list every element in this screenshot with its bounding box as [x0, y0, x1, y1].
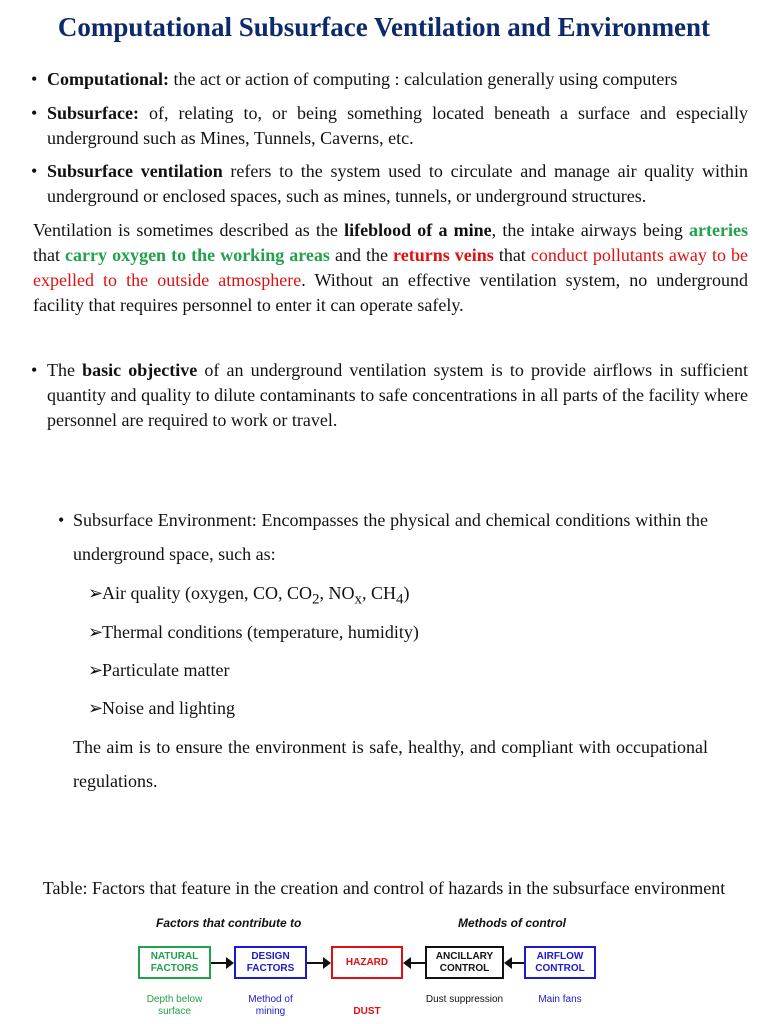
- arrow-line: [211, 962, 227, 964]
- definition-computational: [33, 67, 748, 92]
- list-item-particulate: ➢Particulate matter: [88, 660, 230, 680]
- returns-veins-highlight: returns veins: [393, 245, 494, 265]
- box-natural-factors: NATURAL FACTORS: [138, 946, 211, 979]
- arrow-line: [307, 962, 324, 964]
- bullet-icon: •: [58, 510, 65, 530]
- term: Computational:: [47, 69, 170, 89]
- bullet-icon: •: [31, 103, 38, 123]
- box-airflow-control: AIRFLOW CONTROL: [524, 946, 596, 979]
- list-item-thermal: ➢Thermal conditions (temperature, humidity): [88, 622, 419, 642]
- conduct-pollutants-highlight: conduct pollutants away to be expelled to the outside atmosphere: [33, 245, 748, 290]
- page-title: Computational Subsurface Ventilation and Environment: [57, 12, 711, 42]
- label-method-of-mining: Method of mining: [248, 994, 293, 1017]
- arrow-line: [411, 962, 425, 964]
- arteries-highlight: arteries: [689, 220, 749, 240]
- bullet-icon: •: [31, 360, 38, 380]
- box-ancillary-control: ANCILLARY CONTROL: [425, 946, 504, 979]
- box-design-factors: DESIGN FACTORS: [234, 946, 307, 979]
- arrow-left-icon: [403, 957, 411, 969]
- definition-text: refers to the system used to circulate and manage air quality within underground or enclosed spaces, such as mines, tunnels, or underground structures.: [47, 161, 748, 206]
- term: Subsurface ventilation: [47, 161, 223, 181]
- arrow-bullet-icon: ➢: [88, 622, 104, 642]
- definition-text: of, relating to, or being something located beneath a surface and especially underground such as Mines, Tunnels, Caverns, etc.: [47, 103, 748, 148]
- box-hazard: HAZARD: [331, 946, 403, 979]
- label-dust-suppression: Dust suppression: [425, 994, 504, 1005]
- arrow-right-icon: [323, 957, 331, 969]
- arrow-bullet-icon: ➢: [88, 660, 104, 680]
- definition-subsurface-ventilation: [33, 159, 748, 209]
- label-depth-below-surface: Depth below surface: [146, 994, 203, 1017]
- basic-objective: • The basic objective of an underground ventilation system is to provide airflows in sufficient quantity and quality to dilute contaminants to safe concentrations in all parts of the facility where personnel are required to work or travel.: [31, 360, 749, 430]
- bullet-icon: •: [31, 161, 38, 181]
- definition-text: the act or action of computing : calculation generally using computers: [169, 69, 678, 89]
- label-main-fans: Main fans: [538, 994, 582, 1005]
- arrow-left-icon: [504, 957, 512, 969]
- heading-contributing-factors: Factors that contribute to: [156, 916, 302, 930]
- objective-emphasis: basic objective: [82, 360, 198, 380]
- list-item-air-quality: ➢Air quality (oxygen, CO, $CO_2$, $NO_x$, $CH_4$): [88, 583, 410, 608]
- arrow-bullet-icon: ➢: [88, 583, 104, 603]
- arrow-bullet-icon: ➢: [88, 698, 104, 718]
- label-dust: DUST: [353, 1006, 381, 1017]
- definition-subsurface: [33, 101, 748, 151]
- aim-paragraph: The aim is to ensure the environment is safe, healthy, and compliant with occupational regulations.: [73, 737, 708, 791]
- lifeblood-paragraph: Ventilation is sometimes described as the lifeblood of a mine, the intake airways being arteries that carry oxygen to the working areas and the returns veins that conduct pollutants away to be expelled to the outside atmosphere. Without an effective ventilation system, no underground facility that requires personnel to enter it can operate safely.: [33, 220, 749, 315]
- hazard-diagram: [128, 906, 608, 1024]
- arrow-right-icon: [226, 957, 234, 969]
- arrow-line: [512, 962, 524, 964]
- table-caption: Table: Factors that feature in the creation and control of hazards in the subsurface environment: [42, 878, 726, 898]
- heading-methods-of-control: Methods of control: [458, 916, 566, 930]
- bullet-icon: •: [31, 69, 38, 89]
- lifeblood-emphasis: lifeblood of a mine: [344, 220, 492, 240]
- environment-intro: • Subsurface Environment: Encompasses the physical and chemical conditions within the underground space, such as:: [58, 503, 708, 571]
- carry-oxygen-highlight: carry oxygen to the working areas: [65, 245, 330, 265]
- list-item-noise: ➢Noise and lighting: [88, 698, 235, 718]
- term: Subsurface:: [47, 103, 140, 123]
